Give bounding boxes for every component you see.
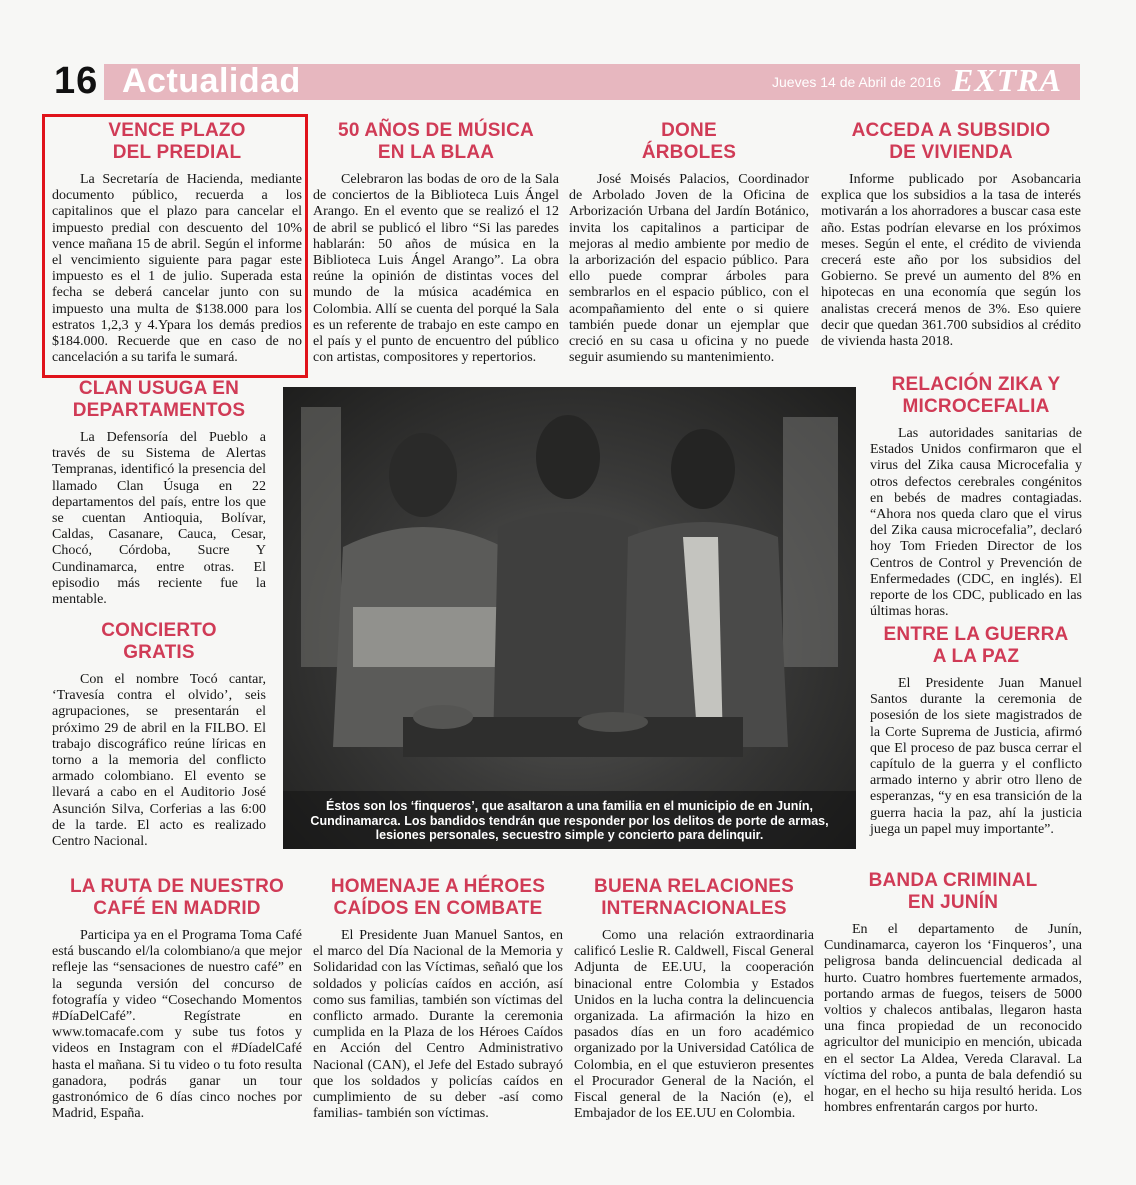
highlight-frame [42,114,308,378]
news-photo [283,387,856,849]
article-body: Las autoridades sanitarias de Estados Unidos confirmaron que el virus del Zika causa Microcefalia y otros defectos cerebrales congénitos en bebés de madres contagiadas. “Ahora nos queda claro que el virus del Zika causa microcefalia”, declaró hoy Tom Frieden Director de los Centros de Control y Prevención de Enfermedades (CDC, en inglés). El reporte de los CDC, publicado en las últimas horas. [870,426,1082,620]
article-headline: 50 AÑOS DE MÚSICA EN LA BLAA [338,120,534,163]
newspaper-logo: EXTRA [952,62,1062,98]
article-zika [870,374,1082,620]
article-clan [52,378,266,608]
page-number: 16 [54,60,99,102]
article-headline: CONCIERTO GRATIS [101,620,217,663]
article-guerra [870,624,1082,838]
article-body: El Presidente Juan Manuel Santos, en el marco del Día Nacional de la Memoria y Solidaridad con las Víctimas, señaló que los soldados y policías caídos en acción, así como sus familias, también son víctimas del conflicto armado. Durante la ceremonia cumplida en la Plaza de los Héroes Caídos en Acción del Centro Administrativo Nacional (CAN), el Jefe del Estado subrayó que los soldados y policías caídos en cumplimiento de su deber -así como familias- también son víctimas. [313,928,563,1122]
article-concierto [52,620,266,850]
article-body: En el departamento de Junín, Cundinamarca, cayeron los ‘Finqueros’, una peligrosa banda delincuencial dedicada al hurto. Cuatro hombres fuertemente armados, portando armas de fuegos, teisers de 5000 voltios y chalecos antibalas, llegaron hasta una finca propiedad de un reconocido agricultor del municipio en mención, ubicada en el sector La Aldea, Vereda Claraval. La víctima del robo, a punta de bala defendió su hogar, en el hecho su hija resultó herida. Los hombres enfrentarán cargos por hurto. [824,922,1082,1116]
article-headline: ENTRE LA GUERRA A LA PAZ [883,624,1069,667]
article-headline: VENCE PLAZO DEL PREDIAL [108,120,246,163]
article-arboles [569,120,809,366]
article-headline: HOMENAJE A HÉROES CAÍDOS EN COMBATE [330,876,546,919]
page-header [42,60,1082,104]
article-headline: BANDA CRIMINAL EN JUNÍN [868,870,1038,913]
article-body: La Secretaría de Hacienda, mediante documento público, recuerda a los capitalinos que el plazo para cancelar el impuesto predial con descuento del 10% vence mañana 15 de abril. Según el informe el vencimiento siguiente para pagar este impuesto es el 1 de julio. Superada esta fecha se deberá cancelar junto con su impuesto una multa de $138.000 para los estratos 1,2,3 y 4.Ypara los demás predios $184.000. Recuerde que en caso de no cancelación a su tarifa le sumará. [52,172,302,366]
article-body: José Moisés Palacios, Coordinador de Arbolado Joven de la Oficina de Arborización Urbana del Jardín Botánico, invita los capitalinos a participar de mejoras al medio ambiente por medio de la arborización del espacio público. Para ello puede comprar árboles para sembrarlos en el espacio público, con el acompañamiento del ente o si quiere también puede donar un ejemplar que creció en su casa u oficina y no puede seguir asumiendo su mantenimiento. [569,172,809,366]
photo-caption: Éstos son los ‘finqueros’, que asaltaron a una familia en el municipio de en Junín, Cundinamarca. Los bandidos tendrán que responder por los delitos de porte de armas, lesiones personales, secuestro simple y concierto para delinquir. [283,791,856,849]
article-headline: BUENA RELACIONES INTERNACIONALES [594,876,794,919]
article-banda [824,870,1082,1116]
issue-date: Jueves 14 de Abril de 2016 [772,74,941,90]
article-headline: CLAN USUGA EN DEPARTAMENTOS [72,378,246,421]
article-headline: RELACIÓN ZIKA Y MICROCEFALIA [891,374,1061,417]
article-headline: ACCEDA A SUBSIDIO DE VIVIENDA [851,120,1051,163]
article-body: La Defensoría del Pueblo a través de su Sistema de Alertas Tempranas, identificó la presencia del llamado Clan Úsuga en 22 departamentos del país, entre los que se cuentan Antioquia, Bolívar, Caldas, Casanare, Cauca, Cesar, Chocó, Córdoba, Sucre Y Cundinamarca, entre otras. El episodio más reciente fue la mentable. [52,430,266,608]
article-body: Participa ya en el Programa Toma Café está buscando el/la colombiano/a que mejor refleje las “sensaciones de nuestro café” en la segunda versión del concurso de fotografía y video “Cosechando Momentos #DíaDelCafé”. Regístrate en www.tomacafe.com y sube tus fotos y videos en Instagram con el #DíadelCafé hasta el mañana. Si tu video o tu foto resulta ganadora, podrás ganar un tour gastronómico de 6 días cinco noches por Madrid, España. [52,928,302,1122]
article-body: Informe publicado por Asobancaria explica que los subsidios a la tasa de interés motivarán a los ahorradores a buscar casa este año. Estas podrían elevarse en los próximos meses. Según el ente, el crédito de vivienda crecerá este año por los subsidios del Gobierno. Se prevé un aumento del 8% en hipotecas en una economía que según los analistas crecerá menos de 3%. Eso quiere decir que quedan 361.700 subsidios al crédito de vivienda hasta 2018. [821,172,1081,350]
article-headline: LA RUTA DE NUESTRO CAFÉ EN MADRID [69,876,284,919]
suspects-photo-illustration [283,387,856,849]
article-cafe [52,876,302,1122]
article-body: El Presidente Juan Manuel Santos durante la ceremonia de posesión de los siete magistrados de la Corte Suprema de Justicia, afirmó que El proceso de paz busca cerrar el capítulo de la guerra y el conflicto armado interno y abrir otro lleno de esperanzas, “y en esa transición de la guerra hacia la paz, ahí la justicia juega un papel muy importante”. [870,676,1082,837]
article-heroes [313,876,563,1122]
article-subsidio [821,120,1081,350]
article-musica [313,120,559,366]
article-body: Celebraron las bodas de oro de la Sala de conciertos de la Biblioteca Luis Ángel Arango. En el evento que se realizó el 12 de abril se publicó el libro “Si las paredes hablarán: 50 años de música en la Biblioteca Luis Ángel Arango”. La obra reúne la opinión de distintas voces del mundo de la música académica en Colombia. Allí se cuenta del porqué la Sala es un referente de trabajo en este campo en el país y el punto de encuentro del público con artistas, compositores y repertorios. [313,172,559,366]
article-relaciones [574,876,814,1122]
article-headline: DONE ÁRBOLES [641,120,737,163]
section-title: Actualidad [122,62,301,100]
article-body: Como una relación extraordinaria calificó Leslie R. Caldwell, Fiscal General Adjunta de EE.UU, la cooperación binacional entre Colombia y Estados Unidos en la lucha contra la delincuencia organizada. La afirmación la hizo en pasados días en un foro académico organizado por la Universidad Católica de Colombia, en el que estuvieron presentes el Procurador General de la Nación, el Fiscal general de la Nación (e), el Embajador de los EE.UU en Colombia. [574,928,814,1122]
article-body: Con el nombre Tocó cantar, ‘Travesía contra el olvido’, seis agrupaciones, se presentarán el próximo 29 de abril en la FILBO. El trabajo discográfico reúne líricas en torno a la memoria del conflicto armado colombiano. El evento se llevará a cabo en el Auditorio José Asunción Silva, Corferias a las 6:00 de la tarde. El acto es realizado Centro Nacional. [52,672,266,850]
